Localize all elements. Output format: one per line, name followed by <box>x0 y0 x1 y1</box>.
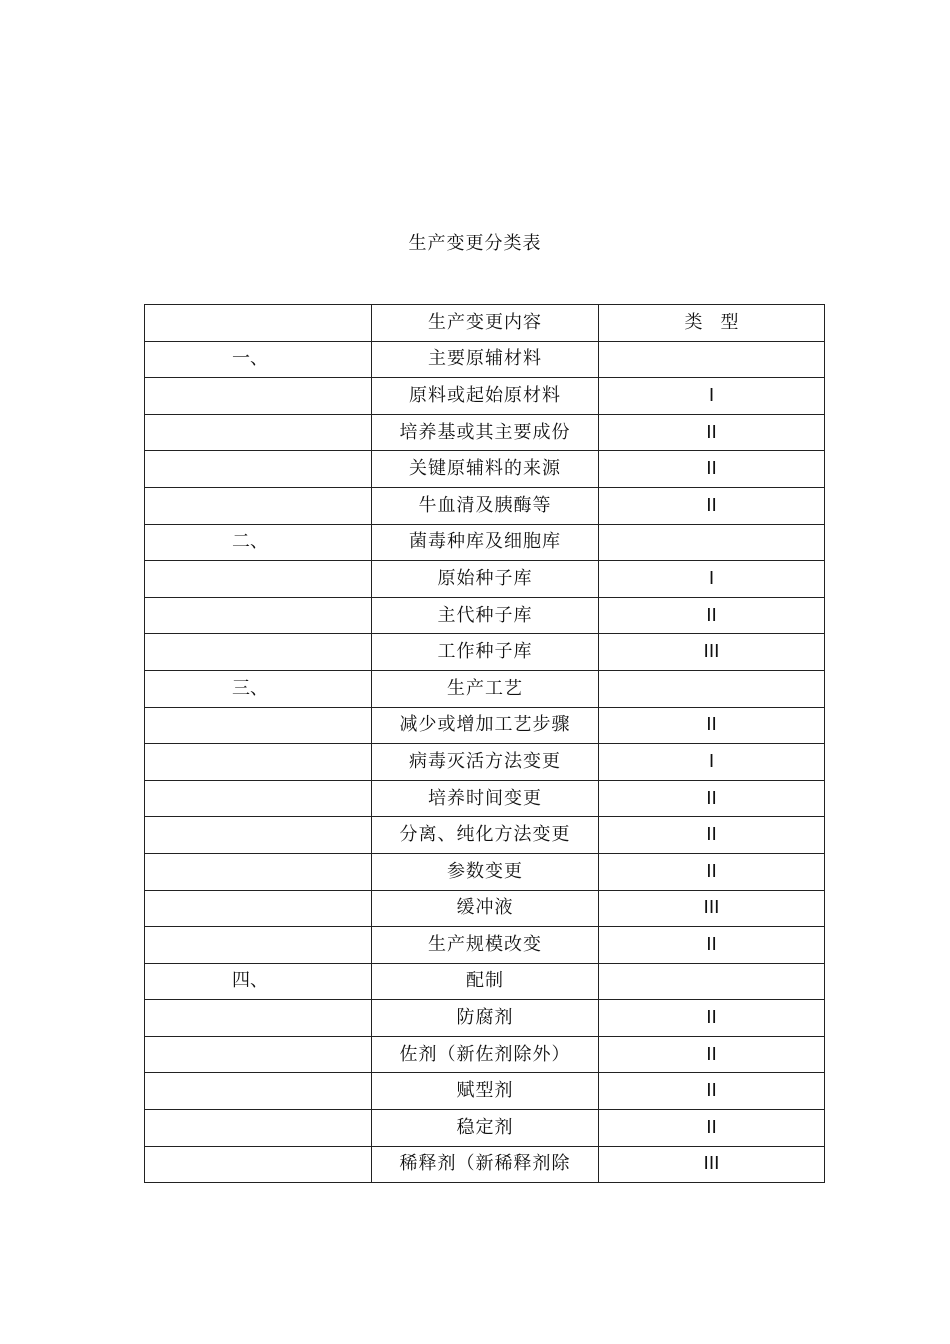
change-content-cell: 赋型剂 <box>372 1073 599 1110</box>
section-number-cell <box>145 451 372 488</box>
table-row <box>145 670 825 707</box>
section-number-cell <box>145 853 372 890</box>
section-number-cell: 四、 <box>145 963 372 1000</box>
header-section-cell <box>145 305 372 342</box>
section-number-cell <box>145 1036 372 1073</box>
change-type-cell <box>599 963 825 1000</box>
change-type-cell: III <box>599 1146 825 1183</box>
change-content-cell: 生产规模改变 <box>372 927 599 964</box>
change-content-cell: 原料或起始原材料 <box>372 378 599 415</box>
table-row <box>145 378 825 415</box>
section-number-cell <box>145 1073 372 1110</box>
change-type-cell: II <box>599 1073 825 1110</box>
change-type-cell: I <box>599 561 825 598</box>
table-row <box>145 634 825 671</box>
table-row <box>145 1000 825 1037</box>
table-row <box>145 780 825 817</box>
change-content-cell: 参数变更 <box>372 853 599 890</box>
table-row <box>145 744 825 781</box>
change-content-cell: 主代种子库 <box>372 597 599 634</box>
change-type-cell: II <box>599 1000 825 1037</box>
change-content-cell: 防腐剂 <box>372 1000 599 1037</box>
change-type-cell: II <box>599 414 825 451</box>
change-content-cell: 生产工艺 <box>372 670 599 707</box>
table-row <box>145 927 825 964</box>
section-number-cell <box>145 1110 372 1147</box>
table-header-row <box>145 305 825 342</box>
change-content-cell: 稳定剂 <box>372 1110 599 1147</box>
section-number-cell <box>145 927 372 964</box>
change-content-cell: 配制 <box>372 963 599 1000</box>
change-type-cell <box>599 670 825 707</box>
table-row <box>145 817 825 854</box>
table-row <box>145 341 825 378</box>
change-type-cell: I <box>599 378 825 415</box>
change-type-cell: II <box>599 1036 825 1073</box>
change-content-cell: 稀释剂（新稀释剂除 <box>372 1146 599 1183</box>
table-row <box>145 487 825 524</box>
change-content-cell: 减少或增加工艺步骤 <box>372 707 599 744</box>
section-number-cell: 三、 <box>145 670 372 707</box>
table-row <box>145 1146 825 1183</box>
change-classification-table <box>144 304 825 1183</box>
section-number-cell <box>145 378 372 415</box>
table-row <box>145 853 825 890</box>
change-type-cell <box>599 341 825 378</box>
change-content-cell: 病毒灭活方法变更 <box>372 744 599 781</box>
change-type-cell: II <box>599 927 825 964</box>
change-type-cell: II <box>599 780 825 817</box>
table-row <box>145 707 825 744</box>
change-type-cell: II <box>599 817 825 854</box>
table-row <box>145 451 825 488</box>
change-content-cell: 分离、纯化方法变更 <box>372 817 599 854</box>
change-content-cell: 主要原辅材料 <box>372 341 599 378</box>
header-content-cell: 生产变更内容 <box>372 305 599 342</box>
table-row <box>145 1110 825 1147</box>
change-type-cell: II <box>599 1110 825 1147</box>
section-number-cell <box>145 561 372 598</box>
table-row <box>145 890 825 927</box>
change-content-cell: 培养时间变更 <box>372 780 599 817</box>
change-type-cell: II <box>599 853 825 890</box>
section-number-cell <box>145 1000 372 1037</box>
table-row <box>145 524 825 561</box>
change-type-cell <box>599 524 825 561</box>
section-number-cell <box>145 487 372 524</box>
change-type-cell: II <box>599 597 825 634</box>
table-row <box>145 1036 825 1073</box>
change-content-cell: 佐剂（新佐剂除外） <box>372 1036 599 1073</box>
section-number-cell <box>145 780 372 817</box>
change-content-cell: 牛血清及胰酶等 <box>372 487 599 524</box>
section-number-cell <box>145 414 372 451</box>
table-row <box>145 414 825 451</box>
section-number-cell: 一、 <box>145 341 372 378</box>
table-row <box>145 1073 825 1110</box>
section-number-cell <box>145 707 372 744</box>
table-row <box>145 561 825 598</box>
change-content-cell: 原始种子库 <box>372 561 599 598</box>
section-number-cell <box>145 597 372 634</box>
change-content-cell: 缓冲液 <box>372 890 599 927</box>
document-title: 生产变更分类表 <box>408 233 542 254</box>
change-content-cell: 菌毒种库及细胞库 <box>372 524 599 561</box>
change-type-cell: III <box>599 634 825 671</box>
table-row <box>145 963 825 1000</box>
section-number-cell <box>145 1146 372 1183</box>
change-type-cell: II <box>599 487 825 524</box>
change-content-cell: 关键原辅料的来源 <box>372 451 599 488</box>
change-type-cell: II <box>599 707 825 744</box>
change-type-cell: II <box>599 451 825 488</box>
change-type-cell: I <box>599 744 825 781</box>
change-content-cell: 培养基或其主要成份 <box>372 414 599 451</box>
section-number-cell: 二、 <box>145 524 372 561</box>
section-number-cell <box>145 817 372 854</box>
section-number-cell <box>145 744 372 781</box>
table-row <box>145 597 825 634</box>
change-content-cell: 工作种子库 <box>372 634 599 671</box>
section-number-cell <box>145 634 372 671</box>
section-number-cell <box>145 890 372 927</box>
change-type-cell: III <box>599 890 825 927</box>
header-type-cell: 类 型 <box>599 305 825 342</box>
